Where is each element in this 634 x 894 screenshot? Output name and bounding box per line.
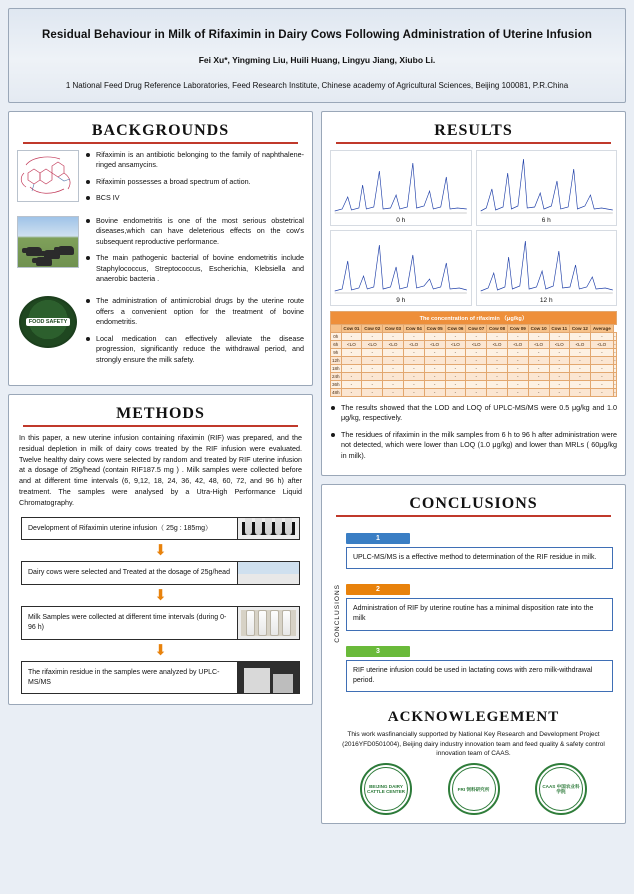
- table-cell: -: [570, 357, 591, 365]
- table-cell: -: [362, 389, 383, 397]
- structure-image-wrap: [17, 150, 79, 210]
- results-title: RESULTS: [434, 122, 513, 139]
- table-cell: -: [341, 333, 362, 341]
- chromatogram-label: 6 h: [541, 217, 551, 224]
- table-cell: -: [445, 349, 466, 357]
- conclusions-title: CONCLUSIONS: [409, 495, 538, 513]
- backgrounds-row-3: [17, 296, 304, 371]
- conclusion-number: 1: [346, 533, 410, 544]
- table-cell: -: [445, 357, 466, 365]
- method-step-1: [21, 517, 300, 541]
- table-cell: -: [590, 365, 613, 373]
- col-header: Cow 04: [403, 325, 424, 333]
- list-item: Local medication can effectively alleviate the disease progression, significantly reduce the withdrawal period, and strongly ensure the milk safety.: [85, 334, 304, 365]
- table-cell: -: [487, 389, 508, 397]
- table-cell: -: [403, 373, 424, 381]
- table-row: [331, 341, 617, 349]
- table-cell: -: [528, 349, 549, 357]
- method-step-label: Milk Samples were collected at different time intervals (during 0-96 h): [28, 614, 227, 631]
- list-item: Bovine endometritis is one of the most serious obstetrical diseases,which can have deleterious effects on the cow's subsequent reproductive performance.: [85, 216, 304, 247]
- col-header: Cow 09: [507, 325, 528, 333]
- results-bullets: [330, 403, 617, 461]
- table-cell: -: [445, 373, 466, 381]
- row-header-cell: 24h: [331, 374, 340, 379]
- col-header: [331, 325, 342, 333]
- table-cell: -: [403, 365, 424, 373]
- table-cell: -: [590, 373, 613, 381]
- chromatogram-label: 9 h: [396, 297, 406, 304]
- table-cell: -: [445, 381, 466, 389]
- table-cell: -: [549, 365, 569, 373]
- table-cell: -: [590, 333, 613, 341]
- col-header: Cow 07: [466, 325, 487, 333]
- table-cell: -: [362, 333, 383, 341]
- table-cell: <LO: [362, 341, 383, 349]
- table-cell: -: [466, 365, 487, 373]
- table-cell: -: [424, 381, 445, 389]
- conclusions-list: [346, 527, 613, 701]
- food-safety-badge: [19, 296, 77, 348]
- backgrounds-bullets-1: [85, 150, 304, 210]
- table-cell: <LO: [403, 341, 424, 349]
- table-cell: -: [445, 333, 466, 341]
- acknowledgement-section: [330, 709, 617, 759]
- table-cell: <LO: [487, 341, 508, 349]
- list-item: The administration of antimicrobial drugs by the uterine route offers a convenient option for the treatment of bovine endometritis.: [85, 296, 304, 327]
- table-cell: -: [528, 381, 549, 389]
- table-cell: -: [614, 366, 616, 371]
- table-cell: -: [507, 381, 528, 389]
- row-header-cell: 9h: [331, 349, 342, 357]
- poster-columns: [8, 111, 626, 824]
- method-step-label: Development of Rifaximin uterine infusion（ 25g : 185mg）: [28, 524, 213, 532]
- table-cell: -: [487, 349, 508, 357]
- chromatogram-label: 0 h: [396, 217, 406, 224]
- table-cell: <LO: [549, 341, 569, 349]
- table-row: [331, 373, 617, 381]
- table-cell: -: [403, 389, 424, 397]
- row-header-cell: 12h: [331, 358, 340, 363]
- table-cell: <LO: [383, 341, 404, 349]
- methods-title: METHODS: [116, 405, 205, 422]
- table-cell: -: [528, 365, 549, 373]
- affiliation: 1 National Feed Drug Reference Laboratories, Feed Research Institute, Chinese academy of Agricultural Sciences, Beijing 100081, P.R.China: [65, 81, 569, 90]
- table-cell: -: [487, 381, 508, 389]
- table-cell: -: [570, 349, 591, 357]
- list-item: The main pathogenic bacterial of bovine endometritis include Staphylococcus, Streptococcus, Escherichia, Klebsiella and anaerobic bacteria .: [85, 253, 304, 284]
- right-column: [321, 111, 626, 824]
- title-rule: [336, 515, 611, 517]
- table-cell: -: [403, 333, 424, 341]
- table-cell: -: [341, 389, 362, 397]
- fri-logo-text: FRI 饲料研究所: [452, 767, 496, 811]
- table-cell: -: [570, 373, 591, 381]
- table-cell: -: [445, 389, 466, 397]
- table-cell: <LO: [570, 341, 591, 349]
- fri-logo: [448, 763, 500, 815]
- table-cell: -: [487, 373, 508, 381]
- author-list: Fei Xu*, Yingming Liu, Huili Huang, Lingyu Jiang, Xiubo Li.: [198, 55, 436, 65]
- table-cell: -: [507, 357, 528, 365]
- table-cell: -: [362, 349, 383, 357]
- rifaximin-structure-image: [17, 150, 79, 202]
- table-cell: <LO: [424, 341, 445, 349]
- chromatogram-label: 12 h: [539, 297, 553, 304]
- list-item: The residues of rifaximin in the milk samples from 6 h to 96 h after administration were not detected, which were lower than LOQ (1.0 μg/kg) and lower than MRLs ( 60μg/kg in milk).: [330, 430, 617, 461]
- table-cell: -: [528, 357, 549, 365]
- conclusion-number: 2: [346, 584, 410, 595]
- table-cell: -: [590, 357, 613, 365]
- table-cell: -: [614, 374, 616, 379]
- method-step-2: [21, 561, 300, 585]
- table-cell: -: [614, 350, 616, 355]
- table-cell: -: [341, 349, 362, 357]
- chromatogram-12h: [476, 230, 618, 306]
- table-body: [331, 333, 617, 397]
- table-cell: -: [362, 381, 383, 389]
- list-item: BCS IV: [85, 193, 304, 203]
- table-cell: -: [383, 365, 404, 373]
- chromatogram-0h: [330, 150, 472, 226]
- conclusion-item-3: [346, 640, 613, 692]
- table-cell: -: [424, 389, 445, 397]
- conclusion-text: RIF uterine infusion could be used in lactating cows with zero milk-withdrawal period.: [346, 660, 613, 692]
- table-cell: -: [341, 357, 362, 365]
- table-cell: -: [614, 358, 616, 363]
- row-header-cell: 6h: [331, 341, 342, 349]
- backgrounds-bullets-3: [85, 296, 304, 371]
- table-cell: -: [403, 357, 424, 365]
- method-step-label: The rifaximin residue in the samples were analyzed by UPLC-MS/MS: [28, 668, 220, 686]
- dairy-cattle-logo: [360, 763, 412, 815]
- conclusion-text: UPLC-MS/MS is a effective method to determination of the RIF residue in milk.: [346, 547, 613, 569]
- method-step-label: Dairy cows were selected and Treated at the dosage of 25g/head: [28, 569, 230, 577]
- backgrounds-bullets-2: [85, 216, 304, 291]
- table-cell: -: [383, 381, 404, 389]
- list-item: The results showed that the LOD and LOQ of UPLC-MS/MS were 0.5 μg/kg and 1.0 μg/kg, respectively.: [330, 403, 617, 424]
- conclusion-item-1: [346, 527, 613, 569]
- table-cell: -: [383, 357, 404, 365]
- table-cell: -: [570, 365, 591, 373]
- table-cell: -: [341, 373, 362, 381]
- conclusions-body: [330, 523, 617, 703]
- table-cell: -: [507, 333, 528, 341]
- table-cell: -: [528, 333, 549, 341]
- backgrounds-row-2: [17, 216, 304, 291]
- uplc-instrument-image: [237, 662, 299, 694]
- table-cell: -: [487, 365, 508, 373]
- col-header: Cow 06: [445, 325, 466, 333]
- table-cell: -: [383, 333, 404, 341]
- table-cell: -: [487, 357, 508, 365]
- table-cell: -: [570, 389, 591, 397]
- page-title: Residual Behaviour in Milk of Rifaximin in Dairy Cows Following Administration of Uterine Infusion: [42, 29, 592, 41]
- chromatogram-6h: [476, 150, 618, 226]
- table-cell: -: [549, 357, 569, 365]
- backgrounds-title: BACKGROUNDS: [91, 122, 230, 139]
- table-cell: -: [383, 389, 404, 397]
- table-cell: -: [507, 365, 528, 373]
- food-safety-logo-wrap: [17, 296, 79, 371]
- table-row: [331, 349, 617, 357]
- table-cell: -: [424, 333, 445, 341]
- table-cell: <LO: [466, 341, 487, 349]
- table-cell: <LO: [590, 341, 613, 349]
- concentration-table: [330, 311, 617, 397]
- table-header-row: [331, 325, 617, 333]
- table-row: [331, 333, 617, 341]
- treated-cows-image: [237, 562, 299, 584]
- row-header-cell: 18h: [331, 366, 340, 371]
- table-cell: -: [445, 365, 466, 373]
- methods-paragraph: In this paper, a new uterine infusion containing rifaximin (RIF) was prepared, and the residual depletion in milk of dairy cows treated by the RIF infusion were evaluated. Twelve healthy dairy cows were selected by random and treated by RIF uterine infusion at a dosage of 25g/head (contain RIF187.5 mg ) . Milk samples were collected before and at different time intervals (6, 9,12, 18, 24, 36, 42, 48, 60, 72, and 96 h) after treatment. The samples were analysed by a Utra-High Performance Liquid Chromatography.: [19, 433, 302, 507]
- results-panel: [321, 111, 626, 476]
- method-step-4: [21, 661, 300, 695]
- table-cell: -: [507, 373, 528, 381]
- acknowledgement-text: This work wasfinancially supported by National Key Research and Development Project (2016YFD0501004), Beijing dairy industry innovation team and feed quality & safety control innovation team of CAAS.: [342, 730, 605, 758]
- food-safety-logo: [17, 296, 79, 354]
- table-row: [331, 357, 617, 365]
- left-column: [8, 111, 313, 824]
- table-cell: -: [507, 389, 528, 397]
- table-cell: <LO: [528, 341, 549, 349]
- row-header-cell: 48h: [331, 390, 340, 395]
- table-cell: -: [507, 349, 528, 357]
- methods-panel: [8, 394, 313, 705]
- acknowledgement-title: ACKNOWLEGEMENT: [387, 708, 560, 725]
- table-cell: -: [424, 373, 445, 381]
- table-cell: -: [362, 373, 383, 381]
- col-header: Cow 01: [341, 325, 362, 333]
- col-header: Cow 03: [383, 325, 404, 333]
- table-cell: -: [549, 373, 569, 381]
- dairy-cattle-logo-text: BEIJING DAIRY CATTLE CENTER: [364, 767, 408, 811]
- method-step-3: [21, 606, 300, 640]
- arrow-down-icon: ⬇: [154, 641, 167, 659]
- table-cell: -: [549, 333, 569, 341]
- table-cell: -: [362, 365, 383, 373]
- milk-samples-image: [237, 607, 299, 639]
- table-cell: -: [341, 381, 362, 389]
- col-header: Cow 08: [487, 325, 508, 333]
- table-cell: -: [383, 373, 404, 381]
- dairy-cows-photo: [17, 216, 79, 268]
- table-row: [331, 365, 617, 373]
- table-caption: The concentration of rifaximin （μg/kg）: [331, 312, 617, 325]
- title-rule: [336, 142, 611, 144]
- cows-image-wrap: [17, 216, 79, 291]
- table-cell: -: [549, 349, 569, 357]
- table-row: [331, 381, 617, 389]
- table-row: [331, 389, 617, 397]
- backgrounds-panel: [8, 111, 313, 386]
- arrow-down-icon: ⬇: [154, 542, 167, 560]
- table-cell: <LO: [341, 341, 362, 349]
- table-cell: -: [614, 390, 616, 395]
- table-cell: -: [466, 373, 487, 381]
- table-cell: -: [424, 365, 445, 373]
- infusion-vials-image: [237, 518, 299, 540]
- table-cell: -: [466, 381, 487, 389]
- title-rule: [23, 425, 298, 427]
- table-cell: -: [466, 357, 487, 365]
- conclusion-number: 3: [346, 646, 410, 657]
- conclusions-panel: [321, 484, 626, 824]
- row-header-cell: 36h: [331, 382, 340, 387]
- table-cell: -: [590, 381, 613, 389]
- table-cell: -: [570, 381, 591, 389]
- table-cell: <LO: [507, 341, 528, 349]
- table-cell: -: [528, 389, 549, 397]
- chromatogram-9h: [330, 230, 472, 306]
- col-header: Cow 02: [362, 325, 383, 333]
- conclusions-side-label: CONCLUSIONS: [334, 584, 341, 644]
- caas-logo: [535, 763, 587, 815]
- caas-logo-text: CAAS 中国农业科学院: [539, 767, 583, 811]
- conclusion-item-2: [346, 578, 613, 630]
- table-cell: -: [528, 373, 549, 381]
- food-safety-label: FOOD SAFETY: [26, 318, 70, 326]
- table-cell: -: [614, 382, 616, 387]
- table-cell: -: [466, 333, 487, 341]
- list-item: Rifaximin is an antibiotic belonging to the family of naphthalene-ringed ansamycins.: [85, 150, 304, 171]
- list-item: Rifaximin possesses a broad spectrum of action.: [85, 177, 304, 187]
- table-cell: -: [383, 349, 404, 357]
- title-rule: [23, 142, 298, 144]
- row-header-cell: 0h: [331, 333, 342, 341]
- table-cell: -: [549, 389, 569, 397]
- table-cell: -: [403, 381, 424, 389]
- col-header: Cow 11: [549, 325, 569, 333]
- table-cell: -: [424, 349, 445, 357]
- table-cell: -: [424, 357, 445, 365]
- chromatogram-grid: [330, 150, 617, 306]
- arrow-down-icon: ⬇: [154, 587, 167, 605]
- col-header: Cow 12: [570, 325, 591, 333]
- table-cell: -: [549, 381, 569, 389]
- footer-logos: [330, 759, 617, 815]
- table-cell: <LO: [445, 341, 466, 349]
- table-cell: -: [341, 365, 362, 373]
- backgrounds-row-1: [17, 150, 304, 210]
- table-cell: -: [466, 349, 487, 357]
- col-header: Cow 10: [528, 325, 549, 333]
- table-cell: -: [614, 334, 616, 339]
- table-cell: -: [590, 389, 613, 397]
- table-cell: -: [570, 333, 591, 341]
- poster-header: [8, 8, 626, 103]
- table-cell: -: [403, 349, 424, 357]
- col-header: Cow 05: [424, 325, 445, 333]
- table-cell: -: [590, 349, 613, 357]
- conclusion-text: Administration of RIF by uterine routine has a minimal disposition rate into the milk: [346, 598, 613, 630]
- table-cell: -: [466, 389, 487, 397]
- table-cell: -: [487, 333, 508, 341]
- col-header: Average: [590, 325, 613, 333]
- table-cell: -: [614, 342, 616, 347]
- table-cell: -: [362, 357, 383, 365]
